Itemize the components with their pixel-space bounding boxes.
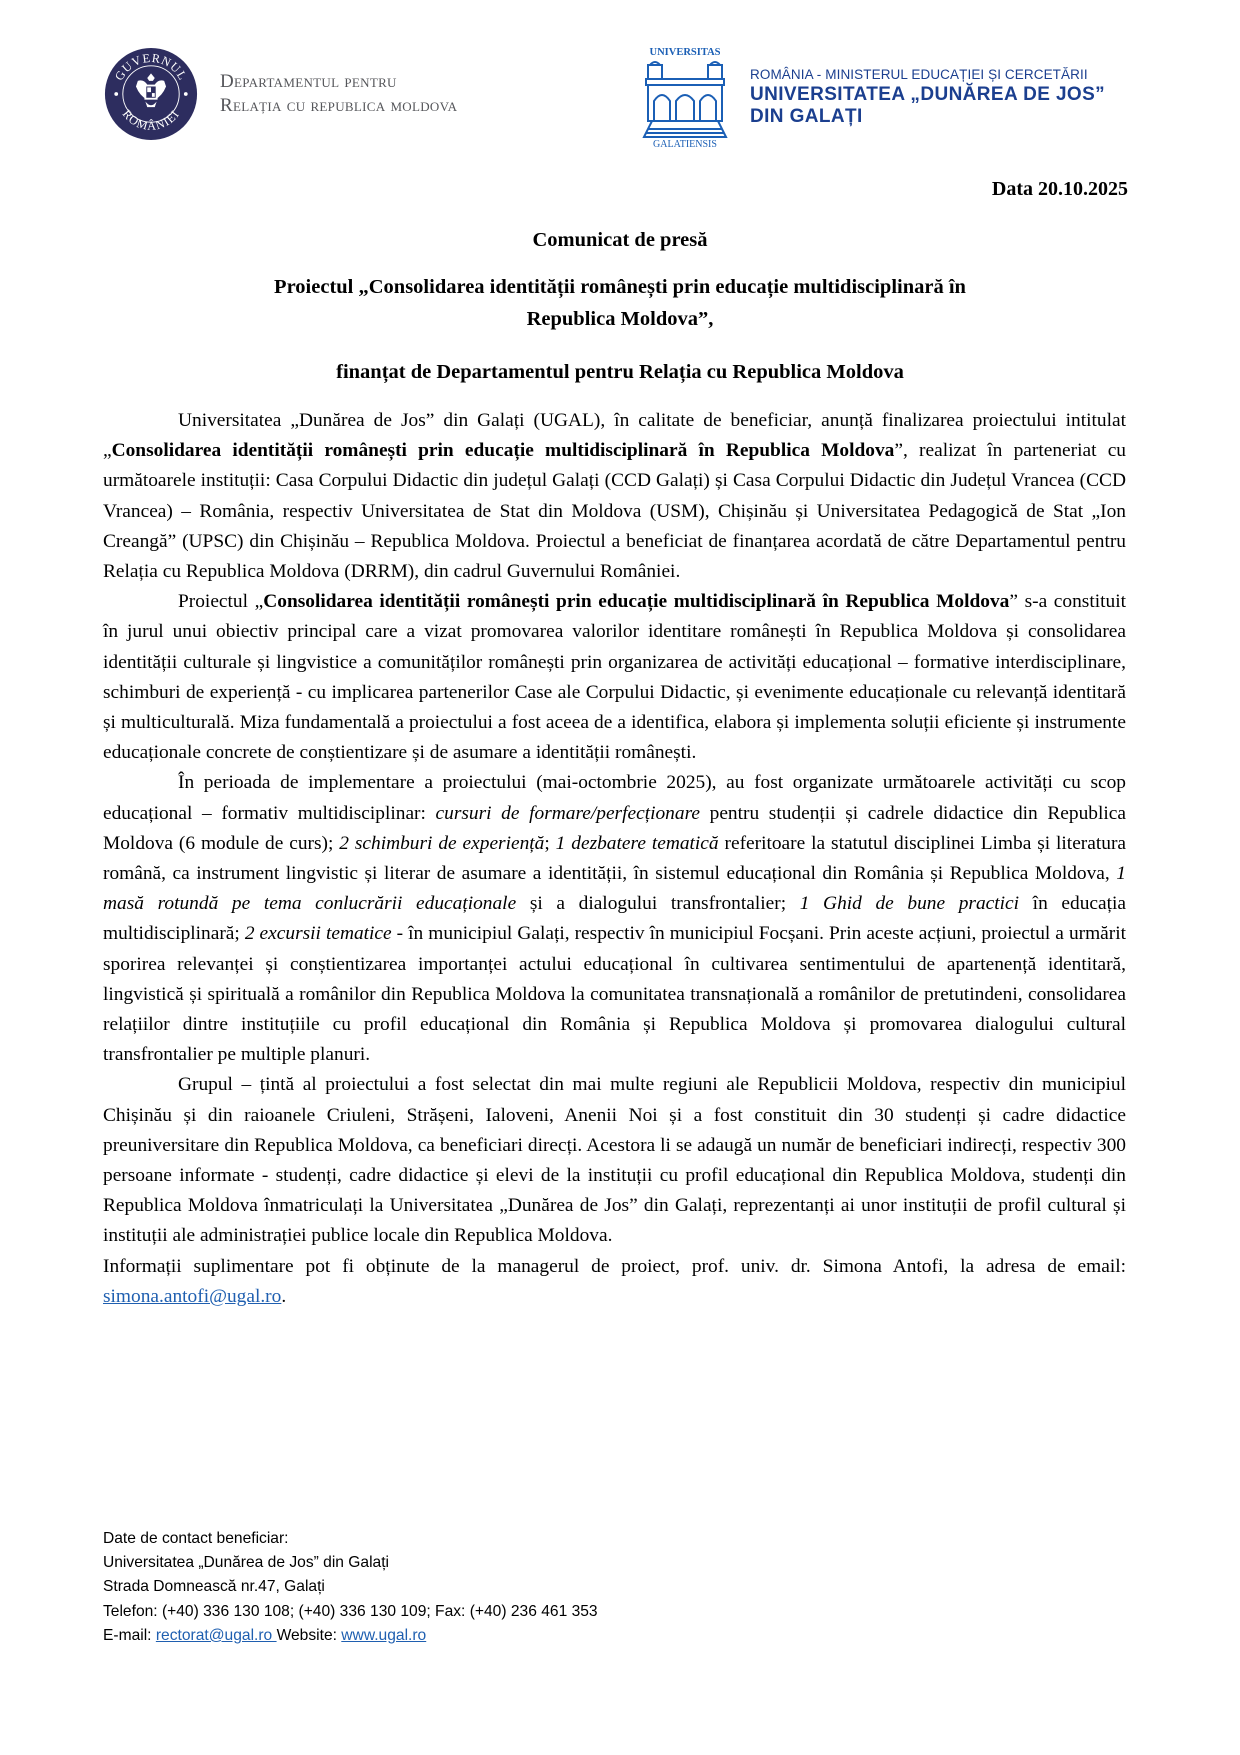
svg-text:GALATIENSIS: GALATIENSIS xyxy=(653,139,717,149)
project-name-bold: Consolidarea identității românești prin educație multidisciplinară în Republica Moldova xyxy=(111,440,895,462)
paragraph-more-info: Informații suplimentare pot fi obținute de la managerul de proiect, prof. univ. dr. Simona Antofi, la adresa de email: simona.antofi@ugal.ro. xyxy=(103,1255,1126,1307)
project-title-line2: Republica Moldova”, xyxy=(526,308,714,330)
university-name-block xyxy=(750,66,1105,128)
svg-text:UNIVERSITAS: UNIVERSITAS xyxy=(649,47,721,58)
government-department-name xyxy=(220,70,457,118)
paragraph-activities: În perioada de implementare a proiectului (mai-octombrie 2025), au fost organizate următoarele activități cu scop educațional – formativ multidisciplinar: cursuri de formare/perfecționare pentru studenții și cadrele didactice din Republica Moldova (6 module de curs); 2 schimburi de experiență; 1 dezbatere tematică referitoare la statutul disciplinei Limba și literatura română, ca instrument lingvistic și literar de asumare a identității, în sistemul educațional din România și Republica Moldova, 1 masă rotundă pe tema conlucrării educaționale și a dialogului transfrontalier; 1 Ghid de bune practici în educația multidisciplinară; 2 excursii tematice - în municipiul Galați, respectiv în municipiul Focșani. Prin aceste acțiuni, proiectul a urmărit sporirea relevanței și conștientizarea importanței actului educațional în cultivarea sentimentului de apartenență identitară, lingvistică și spirituală a românilor din Republica Moldova la comunitatea transnațională a românilor de pretutindeni, consolidarea relațiilor dintre instituțiile cu profil educațional din România și Republica Moldova și promovarea dialogului cultural transfrontalier pe multiple planuri. xyxy=(103,772,1127,1066)
contact-address: Strada Domnească nr.47, Galați xyxy=(103,1578,325,1596)
contact-details xyxy=(103,1527,598,1648)
project-title xyxy=(100,271,1140,335)
government-seal-icon xyxy=(104,47,198,141)
university-building-icon xyxy=(642,45,728,149)
document-date: Data 20.10.2025 xyxy=(991,178,1128,200)
contact-email-website: E-mail: rectorat@ugal.ro Website: www.ugal.ro xyxy=(103,1626,427,1644)
contact-phone: Telefon: (+40) 336 130 108; (+40) 336 130 109; Fax: (+40) 236 461 353 xyxy=(103,1602,598,1620)
paragraph-objective: Proiectul „Consolidarea identității românești prin educație multidisciplinară în Republica Moldova” s-a constituit în jurul unui obiectiv principal care a vizat promovarea valorilor identitare românești în Republica Moldova și consolidarea identității culturale și lingvistice a comunităților românești prin organizarea de activități educațional – formative interdisciplinare, schimburi de experiență - cu implicarea partenerilor Case ale Corpului Didactic, și evenimente educaționale cu relevanță identitară și multiculturală. Miza fundamentală a proiectului a fost aceea de a identifica, elabora și implementa soluții eficiente și instrumente educaționale concrete de conștientizare și de asumare a identității românești. xyxy=(103,591,1126,764)
university-logo xyxy=(642,45,1105,149)
project-name-bold: Consolidarea identității românești prin educație multidisciplinară în Republica Moldova xyxy=(263,591,1010,613)
manager-email-link[interactable]: simona.antofi@ugal.ro xyxy=(103,1285,282,1307)
government-department-logo xyxy=(104,47,457,141)
document-heading: Comunicat de presă xyxy=(532,229,708,251)
contact-heading: Date de contact beneficiar: xyxy=(103,1530,289,1547)
website-link[interactable]: www.ugal.ro xyxy=(341,1626,427,1644)
rectorat-email-link[interactable]: rectorat@ugal.ro xyxy=(155,1626,277,1644)
university-name-line2: DIN GALAȚI xyxy=(750,106,863,127)
paragraph-target-group: Grupul – țintă al proiectului a fost selectat din mai multe regiuni ale Republicii Moldova, respectiv din municipiul Chișinău și din raioanele Criuleni, Strășeni, Ialoveni, Anenii Noi și a fost constituit din 30 studenți și cadre didactice preuniversitare din Republica Moldova, ca beneficiari direcți. Acestora li se adaugă un număr de beneficiari indirecți, respectiv 300 persoane informate - studenți, cadre didactice și elevi de la instituții cu profil educațional din Republica Moldova, studenți din Republica Moldova înmatriculați la Universitatea „Dunărea de Jos” din Galați, reprezentanți ai unor instituții de profil cultural și instituții ale administrației publice locale din Republica Moldova. xyxy=(103,1074,1126,1247)
project-title-line1: Proiectul „Consolidarea identității românești prin educație multidisciplinară în xyxy=(274,276,966,298)
department-name-line1: Departamentul pentru xyxy=(220,71,397,92)
ministry-line: ROMÂNIA - MINISTERUL EDUCAȚIEI ȘI CERCETĂRII xyxy=(750,67,1088,82)
funding-subtitle: finanțat de Departamentul pentru Relația cu Republica Moldova xyxy=(336,361,904,383)
department-name-line2: Relația cu republica moldova xyxy=(220,95,458,116)
university-name-line1: UNIVERSITATEA „DUNĂREA DE JOS” xyxy=(750,84,1106,105)
contact-institution: Universitatea „Dunărea de Jos” din Galați xyxy=(103,1554,390,1572)
press-release-body xyxy=(103,406,1126,1312)
svg-text:ROMÂNIEI: ROMÂNIEI xyxy=(119,106,183,133)
svg-text:GUVERNUL: GUVERNUL xyxy=(111,50,191,83)
paragraph-intro: Universitatea „Dunărea de Jos” din Galați (UGAL), în calitate de beneficiar, anunță finalizarea proiectului intitulat „Consolidarea identității românești prin educație multidisciplinară în Republica Moldova”, realizat în parteneriat cu următoarele instituții: Casa Corpului Didactic din județul Galați (CCD Galați) și Casa Corpului Didactic din Județul Vrancea (CCD Vrancea) – România, respectiv Universitatea de Stat din Moldova (USM), Chișinău și Universitatea Pedagogică de Stat „Ion Creangă” (UPSC) din Chișinău – Republica Moldova. Proiectul a beneficiat de finanțarea acordată de către Departamentul pentru Relația cu Republica Moldova (DRRM), din cadrul Guvernului României. xyxy=(103,410,1126,583)
